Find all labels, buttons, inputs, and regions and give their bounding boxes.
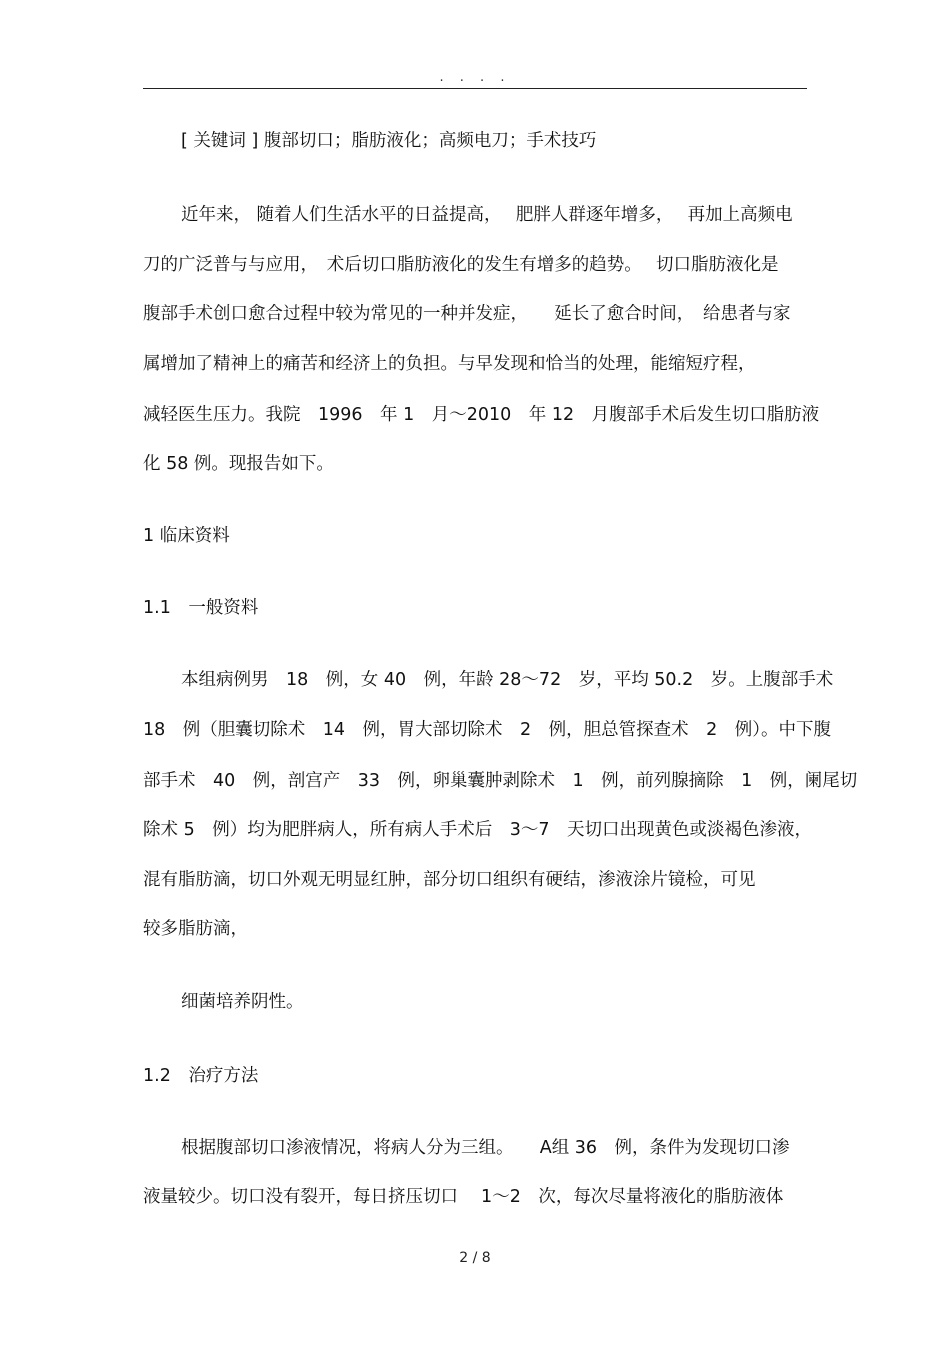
intro-line-5: 减轻医生压力。我院 1996 年 1 月～2010 年 12 月腹部手术后发生切口脂肪液 — [143, 405, 820, 425]
page-number: 2 / 8 — [459, 1250, 491, 1266]
keywords-line: [ 关键词 ] 腹部切口；脂肪液化；高频电刀；手术技巧 — [181, 131, 597, 151]
treatment-line-2: 液量较少。切口没有裂开，每日挤压切口 1～2 次，每次尽量将液化的脂肪液体 — [143, 1187, 784, 1207]
general-line-3: 部手术 40 例，剖宫产 33 例，卵巢囊肿剥除术 1 例，前列腺摘除 1 例，阑尾切 — [143, 771, 858, 791]
intro-line-1: 近年来， 随着人们生活水平的日益提高， 肥胖人群逐年增多， 再加上高频电 — [181, 205, 793, 225]
section-1-title: 1 临床资料 — [143, 526, 230, 546]
intro-line-4: 属增加了精神上的痛苦和经济上的负担。与早发现和恰当的处理，能缩短疗程， — [143, 354, 756, 374]
intro-line-2: 刀的广泛普与与应用， 术后切口脂肪液化的发生有增多的趋势。 切口脂肪液化是 — [143, 255, 779, 275]
section-1-1-title: 1.1 一般资料 — [143, 598, 259, 618]
general-line-6: 较多脂肪滴， — [143, 919, 248, 939]
general-line-1: 本组病例男 18 例，女 40 例，年龄 28～72 岁，平均 50.2 岁。上腹部手术 — [181, 670, 834, 690]
general-line-2: 18 例（胆囊切除术 14 例，胃大部切除术 2 例，胆总管探查术 2 例）。中下腹 — [143, 720, 832, 740]
header-dots: . . . . — [439, 70, 511, 85]
header-rule — [143, 88, 807, 89]
section-1-2-title: 1.2 治疗方法 — [143, 1066, 259, 1086]
intro-line-3: 腹部手术创口愈合过程中较为常见的一种并发症， 延长了愈合时间， 给患者与家 — [143, 304, 791, 324]
general-line-extra: 细菌培养阴性。 — [181, 992, 304, 1012]
general-line-5: 混有脂肪滴，切口外观无明显红肿，部分切口组织有硬结，渗液涂片镜检，可见 — [143, 870, 756, 890]
intro-line-6: 化 58 例。现报告如下。 — [143, 454, 334, 474]
treatment-line-1: 根据腹部切口渗液情况，将病人分为三组。 A组 36 例，条件为发现切口渗 — [181, 1138, 790, 1158]
general-line-4: 除术 5 例）均为肥胖病人，所有病人手术后 3～7 天切口出现黄色或淡褐色渗液， — [143, 820, 812, 840]
